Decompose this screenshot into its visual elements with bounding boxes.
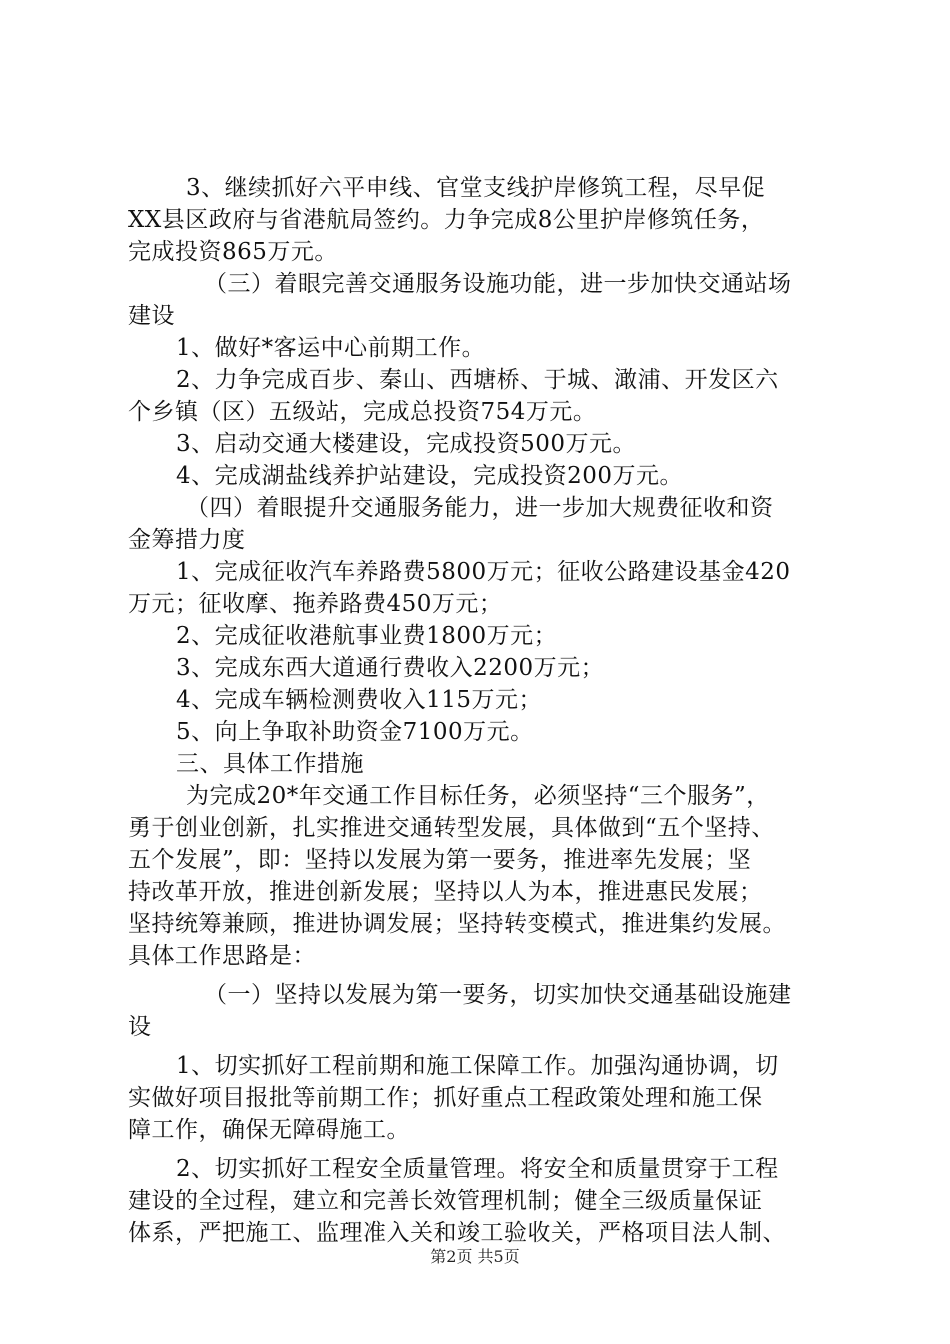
section-heading: 三、具体工作措施 (176, 751, 364, 777)
text-line: 个乡镇（区）五级站，完成总投资754万元。 (128, 399, 597, 425)
text-line: 坚持统筹兼顾，推进协调发展；坚持转变模式，推进集约发展。 (128, 911, 786, 937)
text-line: 3、继续抓好六平申线、官堂支线护岸修筑工程，尽早促 (186, 175, 766, 201)
text-line: 1、完成征收汽车养路费5800万元；征收公路建设基金420 (176, 559, 791, 585)
text-line: 5、向上争取补助资金7100万元。 (176, 719, 534, 745)
text-line: 实做好项目报批等前期工作；抓好重点工程政策处理和施工保 (128, 1085, 763, 1111)
text-line: 障工作，确保无障碍施工。 (128, 1117, 410, 1143)
text-line: 3、启动交通大楼建设，完成投资500万元。 (176, 431, 637, 457)
section-heading: （三）着眼完善交通服务设施功能，进一步加快交通站场 (204, 271, 792, 297)
page-footer: 第2页 共5页 (430, 1247, 520, 1266)
text-line: 完成投资865万元。 (128, 239, 338, 265)
body-text (128, 172, 828, 1249)
text-line: 1、切实抓好工程前期和施工保障工作。加强沟通协调，切 (176, 1053, 779, 1079)
text-line: 为完成20*年交通工作目标任务，必须坚持“三个服务”， (186, 783, 770, 809)
text-line: 3、完成东西大道通行费收入2200万元； (176, 655, 605, 681)
text-line: 体系，严把施工、监理准入关和竣工验收关，严格项目法人制、 (128, 1220, 786, 1246)
text-line: 万元；征收摩、拖养路费450万元； (128, 591, 503, 617)
text-line: 2、力争完成百步、秦山、西塘桥、于城、澉浦、开发区六 (176, 367, 779, 393)
text-line: 建设的全过程，建立和完善长效管理机制；健全三级质量保证 (128, 1188, 763, 1214)
text-line: 2、切实抓好工程安全质量管理。将安全和质量贯穿于工程 (176, 1156, 779, 1182)
text-line: 勇于创业创新，扎实推进交通转型发展，具体做到“五个坚持、 (128, 815, 775, 841)
text-line: 持改革开放，推进创新发展；坚持以人为本，推进惠民发展； (128, 879, 763, 905)
section-heading: 金筹措力度 (128, 527, 246, 553)
section-heading: 建设 (128, 303, 175, 329)
text-line: XX县区政府与省港航局签约。力争完成8公里护岸修筑任务， (128, 207, 765, 233)
section-heading: （一）坚持以发展为第一要务，切实加快交通基础设施建 (204, 982, 792, 1008)
text-line: 五个发展”，即：坚持以发展为第一要务，推进率先发展；坚 (128, 847, 752, 873)
section-heading: （四）着眼提升交通服务能力，进一步加大规费征收和资 (186, 495, 774, 521)
text-line: 4、完成湖盐线养护站建设，完成投资200万元。 (176, 463, 684, 489)
text-line: 1、做好*客运中心前期工作。 (176, 335, 486, 361)
section-heading: 设 (128, 1014, 152, 1040)
text-line: 具体工作思路是： (128, 943, 316, 969)
text-line: 4、完成车辆检测费收入115万元； (176, 687, 543, 713)
text-line: 2、完成征收港航事业费1800万元； (176, 623, 558, 649)
